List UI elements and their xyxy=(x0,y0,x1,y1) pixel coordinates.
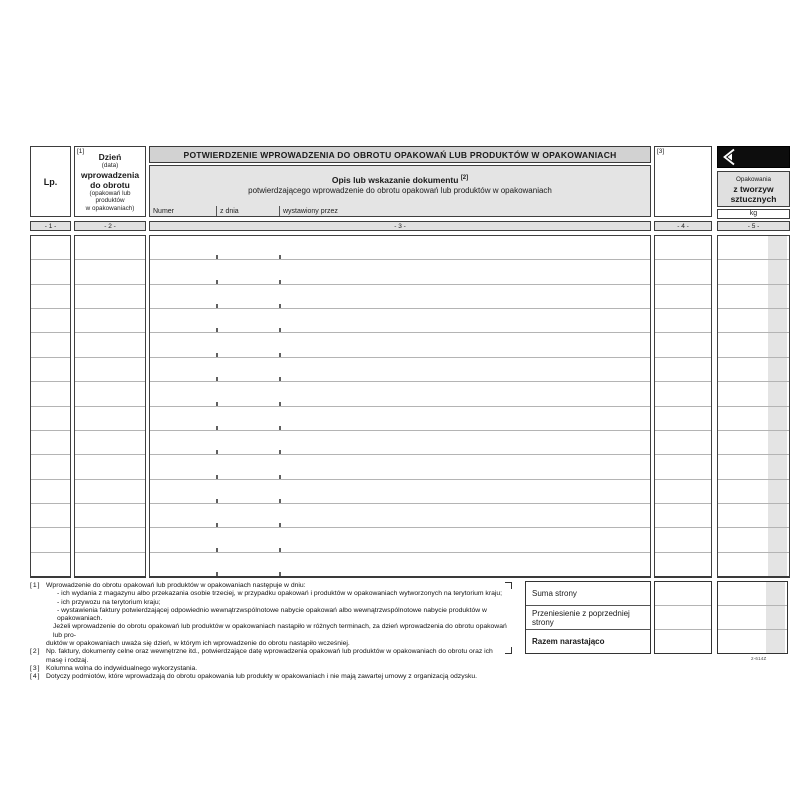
unit-label: kg xyxy=(749,210,758,218)
entry-row-cell xyxy=(31,480,70,504)
entry-row-cell xyxy=(655,431,711,455)
entry-row-cell xyxy=(655,236,711,260)
entry-row-cell xyxy=(655,455,711,479)
summary-value-cell xyxy=(718,606,787,630)
summary-labels-box xyxy=(525,581,651,654)
entry-row-cell xyxy=(75,333,145,357)
entry-row-cell xyxy=(718,480,789,504)
entry-row-cell xyxy=(31,553,70,576)
column-number-3: - 3 - xyxy=(149,221,651,231)
subcolumn-tick xyxy=(216,475,218,479)
entry-row-cell xyxy=(75,358,145,382)
entry-row-cell xyxy=(31,236,70,260)
date-col-line: do obrotu xyxy=(90,179,130,190)
summary-row-label: Przeniesienie z poprzedniej strony xyxy=(526,606,650,630)
footnote-line: - wystawienia faktury potwierdzającej odpowiednio wewnątrzwspólnotowe nabycie opakowań albo wewnątrzwspólnotowe nabycie produktów w opakowaniach. xyxy=(57,606,487,623)
footnote-line: Jeżeli wprowadzenie do obrotu opakowań lub produktów w opakowaniach nastąpiło w różnych terminach, za dzień wprowadzenia do obrotu opakowań lub pro- xyxy=(53,623,507,639)
entry-row-cell xyxy=(150,504,650,528)
footnote-marker: [1] xyxy=(30,582,41,589)
plastic-col-line: Opakowania xyxy=(735,176,771,183)
doc-subtitle-rest: potwierdzającego wprowadzenie do obrotu opakowań lub produktów w opakowaniach xyxy=(248,186,552,195)
entry-row-cell xyxy=(655,504,711,528)
footnote-ref-2: [2] xyxy=(460,175,469,182)
entry-row-cell xyxy=(75,455,145,479)
entry-row-cell xyxy=(718,236,789,260)
footnote xyxy=(30,665,508,673)
column-number-2: - 2 - xyxy=(74,221,146,231)
entry-row-cell xyxy=(150,407,650,431)
entry-row-cell xyxy=(150,285,650,309)
form-title-bar xyxy=(149,146,651,163)
footnote-marker: [4] xyxy=(30,673,41,681)
subcolumn-tick xyxy=(216,255,218,259)
entry-row-cell xyxy=(31,309,70,333)
entry-row-cell xyxy=(718,285,789,309)
footnote-line: Kolumna wolna do indywidualnego wykorzystania. xyxy=(46,664,198,672)
crop-mark-top xyxy=(505,582,512,589)
entry-row-cell xyxy=(75,309,145,333)
subcolumn-tick xyxy=(279,499,281,503)
form-catalog-code: 2-614Z xyxy=(751,656,767,661)
subcolumn-tick xyxy=(279,572,281,576)
subcolumn-tick xyxy=(216,523,218,527)
footnotes-block xyxy=(30,582,508,682)
subcolumn-tick xyxy=(216,450,218,454)
summary-value-cell xyxy=(718,630,787,653)
footnote-line: Dotyczy podmiotów, które wprowadzają do obrotu opakowania lub produkty w opakowaniach i nie mają zawartej umowy z organizacją odzysku. xyxy=(46,673,478,681)
entry-row-cell xyxy=(718,309,789,333)
subcolumn-tick xyxy=(216,499,218,503)
column-number-5: - 5 - xyxy=(717,221,790,231)
entry-row-cell xyxy=(150,260,650,284)
form-title: POTWIERDZENIE WPROWADZENIA DO OBROTU OPAKOWAŃ LUB PRODUKTÓW W OPAKOWANIACH xyxy=(183,149,617,160)
entry-row-cell xyxy=(75,285,145,309)
summary-values-plastic-col xyxy=(717,581,788,654)
entry-row-cell xyxy=(150,553,650,576)
subcolumn-tick xyxy=(279,304,281,308)
entry-row-cell xyxy=(718,431,789,455)
subcolumn-tick xyxy=(216,377,218,381)
entry-row-cell xyxy=(75,504,145,528)
entry-row-cell xyxy=(718,553,789,576)
subcolumn-tick xyxy=(279,450,281,454)
entry-row-cell xyxy=(150,309,650,333)
entry-row-cell xyxy=(655,528,711,552)
entry-row-cell xyxy=(31,382,70,406)
entry-row-cell xyxy=(655,382,711,406)
plastic-col-line: sztucznych xyxy=(730,194,777,204)
subcolumn-tick xyxy=(216,572,218,576)
subcolumn-tick xyxy=(216,426,218,430)
entry-row-cell xyxy=(718,382,789,406)
footnote-line: Np. faktury, dokumenty celne oraz wewnętrzne itd., potwierdzające datę wprowadzenia opakowań lub produktów w opakowaniach do obrotu oraz ich masę i rodzaj. xyxy=(46,648,493,664)
subcol-label-numer: Numer xyxy=(153,208,175,215)
entry-row-cell xyxy=(655,260,711,284)
entry-row-cell xyxy=(31,358,70,382)
date-col-line: (opakowań lub xyxy=(89,189,131,197)
lp-label: Lp. xyxy=(43,176,58,187)
entry-row-cell xyxy=(150,333,650,357)
footnote-marker: [3] xyxy=(30,664,41,672)
entry-row-cell xyxy=(150,455,650,479)
summary-row-label: Suma strony xyxy=(526,582,650,606)
subcolumn-tick xyxy=(279,255,281,259)
subcol-label-z-dnia: z dnia xyxy=(220,208,239,215)
entry-row-cell xyxy=(75,480,145,504)
date-col-line: w opakowaniach) xyxy=(85,204,135,212)
entry-row-cell xyxy=(75,431,145,455)
date-col-line: (data) xyxy=(101,162,119,169)
summary-value-cell xyxy=(655,630,711,653)
subcol-divider xyxy=(216,206,217,216)
body-col-plastic-kg xyxy=(717,235,790,578)
entry-row-cell xyxy=(655,333,711,357)
subcolumn-tick xyxy=(279,280,281,284)
date-col-line: produktów xyxy=(95,197,125,204)
entry-row-cell xyxy=(655,553,711,576)
entry-row-cell xyxy=(718,407,789,431)
footnote-marker: [2] xyxy=(30,648,41,656)
footnote xyxy=(30,582,508,648)
subcolumn-tick xyxy=(216,304,218,308)
subcolumn-tick xyxy=(279,548,281,552)
crop-mark-bottom xyxy=(505,647,512,654)
entry-row-cell xyxy=(31,431,70,455)
body-col-free xyxy=(654,235,712,578)
entry-row-cell xyxy=(150,431,650,455)
summary-row-label: Razem narastająco xyxy=(532,637,605,646)
unit-cell xyxy=(717,209,790,219)
entry-row-cell xyxy=(655,309,711,333)
subcolumn-tick xyxy=(216,280,218,284)
entry-row-cell xyxy=(150,528,650,552)
entry-row-cell xyxy=(718,528,789,552)
subcolumn-tick xyxy=(216,353,218,357)
subcolumn-tick xyxy=(216,328,218,332)
summary-values-free-col xyxy=(654,581,712,654)
date-col-line: wprowadzenia xyxy=(80,169,140,180)
body-col-document xyxy=(149,235,651,578)
subcolumn-tick xyxy=(279,377,281,381)
subcolumn-tick xyxy=(216,548,218,552)
entry-row-cell xyxy=(150,480,650,504)
entry-row-cell xyxy=(31,504,70,528)
entry-row-cell xyxy=(150,236,650,260)
subcolumn-tick xyxy=(279,402,281,406)
entry-row-cell xyxy=(718,333,789,357)
entry-row-cell xyxy=(718,455,789,479)
body-col-date xyxy=(74,235,146,578)
footnote xyxy=(30,673,508,681)
subcolumn-tick xyxy=(279,475,281,479)
body-col-lp xyxy=(30,235,71,578)
doc-description-header xyxy=(149,165,651,217)
col-header-plastic xyxy=(717,171,790,207)
subcol-divider xyxy=(279,206,280,216)
footnote xyxy=(30,648,508,665)
entry-row-cell xyxy=(31,260,70,284)
entry-row-cell xyxy=(75,382,145,406)
entry-row-cell xyxy=(75,528,145,552)
entry-row-cell xyxy=(75,260,145,284)
footnote-line: Wprowadzenie do obrotu opakowań lub produktów w opakowaniach następuje w dniu: xyxy=(46,582,306,589)
footnote-ref-3: [3] xyxy=(657,148,665,155)
plastic-col-line: z tworzyw xyxy=(733,184,774,194)
entry-row-cell xyxy=(718,260,789,284)
col-header-free xyxy=(654,146,712,217)
footnote-line: duktów w opakowaniach uważa się dzień, w którym ich wprowadzenie do obrotu nastąpiło wcześniej. xyxy=(46,640,350,648)
entry-row-cell xyxy=(75,236,145,260)
left-arrow-icon xyxy=(721,148,737,166)
summary-value-cell xyxy=(655,606,711,630)
entry-row-cell xyxy=(31,333,70,357)
summary-value-cell xyxy=(655,582,711,606)
subcolumn-tick xyxy=(216,402,218,406)
entry-row-cell xyxy=(655,358,711,382)
entry-row-cell xyxy=(150,382,650,406)
doc-subtitle-bold: Opis lub wskazanie dokumentu xyxy=(331,175,459,185)
col-header-arrow-bar xyxy=(717,146,790,168)
footnote-line: - ich wydania z magazynu albo przekazania osobie trzeciej, w przypadku opakowań i produktów w opakowaniach wytworzonych na terytorium kraju; xyxy=(57,590,503,598)
entry-row-cell xyxy=(718,358,789,382)
subcolumn-tick xyxy=(279,426,281,430)
entry-row-cell xyxy=(150,358,650,382)
doc-subtitle xyxy=(150,175,650,185)
entry-row-cell xyxy=(75,407,145,431)
entry-row-cell xyxy=(31,528,70,552)
col-header-date xyxy=(74,146,146,217)
column-number-4: - 4 - xyxy=(654,221,712,231)
subcolumn-tick xyxy=(279,523,281,527)
column-number-1: - 1 - xyxy=(30,221,71,231)
entry-row-cell xyxy=(655,285,711,309)
footnote-ref-1: [1] xyxy=(77,148,85,155)
entry-row-cell xyxy=(31,407,70,431)
entry-row-cell xyxy=(31,285,70,309)
summary-value-cell xyxy=(718,582,787,606)
subcol-label-wystawiony-przez: wystawiony przez xyxy=(283,208,338,215)
subcolumn-tick xyxy=(279,353,281,357)
entry-row-cell xyxy=(655,480,711,504)
col-header-lp xyxy=(30,146,71,217)
subcolumn-tick xyxy=(279,328,281,332)
entry-row-cell xyxy=(718,504,789,528)
date-col-line: Dzień xyxy=(98,152,122,162)
entry-row-cell xyxy=(31,455,70,479)
footnote-line: - ich przywozu na terytorium kraju; xyxy=(57,598,161,606)
entry-row-cell xyxy=(75,553,145,576)
entry-row-cell xyxy=(655,407,711,431)
